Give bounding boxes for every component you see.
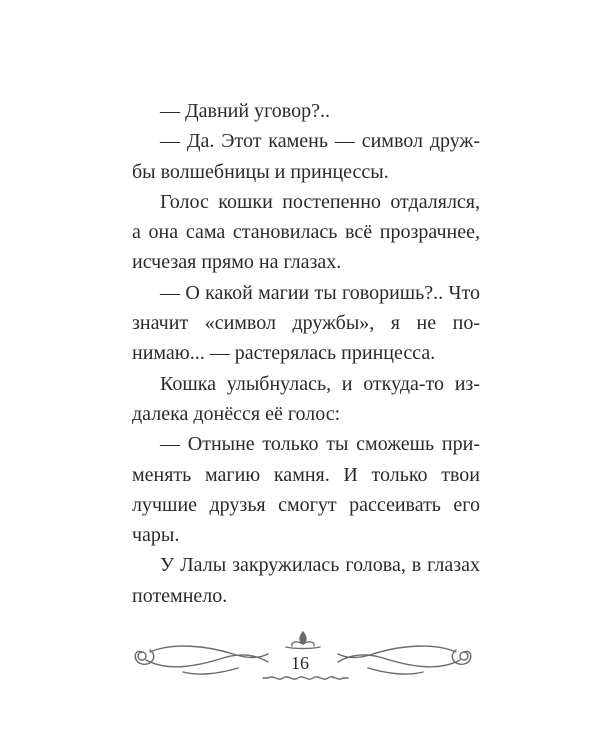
paragraph-6: — Отныне только ты сможешь применять магию камня. И только твои лучшие друзья смогут рассеивать его чары. [132, 433, 480, 547]
body-text [132, 96, 480, 611]
top-fleur [286, 632, 320, 649]
bottom-chain [263, 677, 348, 679]
paragraph-1: — Давний уговор?.. [160, 100, 330, 122]
paragraph-2: — Да. Этот камень — символ дружбы волшебницы и принцессы. [132, 130, 480, 183]
left-flourish [135, 646, 268, 674]
paragraph-5: Кошка улыбнулась, и откуда-то издалека донёсся её голос: [132, 372, 480, 425]
paragraph-4: — О какой магии ты говоришь?.. Что значит «символ дружбы», я не понимаю... — растерялась принцесса. [132, 281, 480, 365]
right-flourish [338, 646, 471, 674]
page-number: 16 [291, 653, 309, 673]
paragraph-7: У Лалы закружилась голова, в глазах потемнело. [132, 554, 480, 607]
paragraph-3: Голос кошки постепенно отдалялся, а она сама становилась всё прозрачнее, исчезая прямо на глазах. [132, 190, 480, 274]
